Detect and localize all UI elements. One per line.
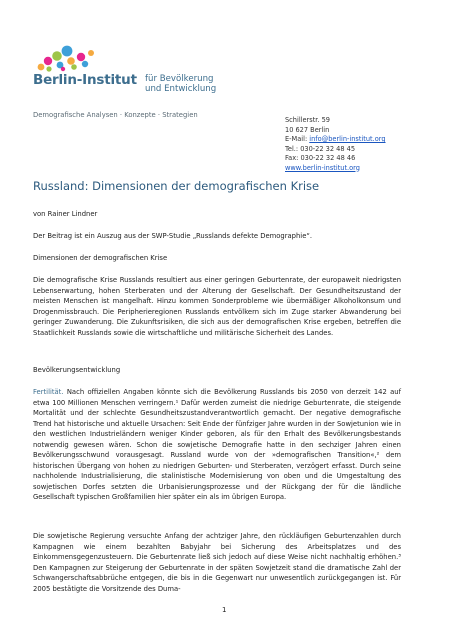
tagline: Demografische Analysen · Konzepte · Strategien <box>33 111 198 119</box>
berlin-institut-logo <box>33 37 233 97</box>
logo-dot <box>62 46 73 57</box>
logo-org-subtitle-2: und Entwicklung <box>145 84 217 94</box>
section-heading-population: Bevölkerungsentwicklung <box>33 366 121 374</box>
section-heading-dimensions: Dimensionen der demografischen Krise <box>33 254 168 262</box>
logo-dot <box>82 61 88 67</box>
fertility-label: Fertilität. <box>33 388 64 396</box>
paragraph-3: Die sowjetische Regierung versuchte Anfang der achtziger Jahre, den rückläufigen Geburtenzahlen durch Kampagnen wie einem bezahlten Babyjahr bei Sicherung des Arbeitsplatzes und des Einkommensgegenzusteuern. Die Geburtenrate ließ sich jedoch auf diese Weise nicht nachhaltig erhöhen.³ Den Kampagnen zur Steigerung der Geburtenrate in der späten Sowjetzeit stand die dramatische Zahl der Schwangerschaftsabbrüche entgegen, die bis in die Gegenwart nur unwesentlich zurückgegangen ist. Für 2005 bestätigte die Vorsitzende des Duma- <box>33 532 401 593</box>
logo-org-name: Berlin-Institut <box>33 72 137 88</box>
logo-dot <box>52 51 62 61</box>
logo-dot <box>71 64 77 70</box>
logo-dot <box>88 50 94 56</box>
logo-dot <box>38 64 45 71</box>
logo-dot <box>44 57 52 65</box>
paragraph-fertility <box>33 387 401 503</box>
logo-dot <box>61 67 65 71</box>
logo-dot <box>67 57 75 65</box>
contact-block <box>285 116 386 173</box>
contact-city: 10 627 Berlin <box>285 125 330 134</box>
logo-dot <box>77 53 85 61</box>
logo-dot <box>46 66 51 71</box>
contact-website-link[interactable]: www.berlin-institut.org <box>285 163 360 172</box>
paragraph-fertility-text: Nach offiziellen Angaben könnte sich die Bevölkerung Russlands bis 2050 von derzeit 142 auf etwa 100 Millionen Menschen verringern.¹ Dafür werden zumeist die niedrige Geburtenrate, die steigende Mortalität und der schlechte Gesundheitszustandverantwortlich gemacht. Der negative demografische Trend hat historische und aktuelle Ursachen: Seit Ende der fünfziger Jahre wurden in der Sowjetunion wie in den westlichen Industrieländern weniger Kinder geboren, als für den Erhalt des Bevölkerungsbestands notwendig gewesen wären. Schon die sowjetische Demografie hatte in den sechziger Jahren einen Bevölkerungsschwund vorausgesagt. Russland wurde von der »demografischen Transition«,² dem historischen Übergang von hohen zu niedrigen Geburten- und Sterberaten, verzögert erfasst. Durch seine nachholende Industrialisierung, die stalinistische Modernisierung von oben und die Umgestaltung des sowjetischen Dorfes setzten die Urbanisierungsprozesse und der Rückgang der für die ländliche Gesellschaft typischen Großfamilien hier später ein als im übrigen Europa. <box>33 388 401 501</box>
document-title: Russland: Dimensionen der demografischen Krise <box>33 179 320 193</box>
author-line: von Rainer Lindner <box>33 210 98 218</box>
logo-mark-icon <box>33 37 233 73</box>
contact-street: Schillerstr. 59 <box>285 116 330 124</box>
contact-tel: Tel.: 030-22 32 48 45 <box>285 144 356 153</box>
contact-fax: Fax: 030-22 32 48 46 <box>285 154 356 162</box>
contact-email-line <box>285 135 386 145</box>
contact-email-link[interactable]: info@berlin-institut.org <box>309 135 386 143</box>
page-number: 1 <box>222 606 227 614</box>
logo-org-subtitle-1: für Bevölkerung <box>145 74 214 84</box>
paragraph-1: Die demografische Krise Russlands resultiert aus einer geringen Geburtenrate, der europaweit niedrigsten Lebenserwartung, hohen Sterberaten und der Alterung der Gesellschaft. Der Gesundheitszustand der meisten Menschen ist mangelhaft. Hinzu kommen Sonderprobleme wie übermäßiger Alkoholkonsum und Drogenmissbrauch. Die Peripherieregionen Russlands entvölkern sich im Zuge starker Abwanderung bei geringer Zuwanderung. Die Zukunftsrisiken, die sich aus der demografischen Krise ergeben, betreffen die Staatlichkeit Russlands sowie die wirtschaftliche und militärische Sicherheit des Landes. <box>33 276 401 337</box>
intro-text: Der Beitrag ist ein Auszug aus der SWP-Studie „Russlands defekte Demographie“. <box>33 232 313 240</box>
contact-email-label: E-Mail: <box>285 135 310 143</box>
